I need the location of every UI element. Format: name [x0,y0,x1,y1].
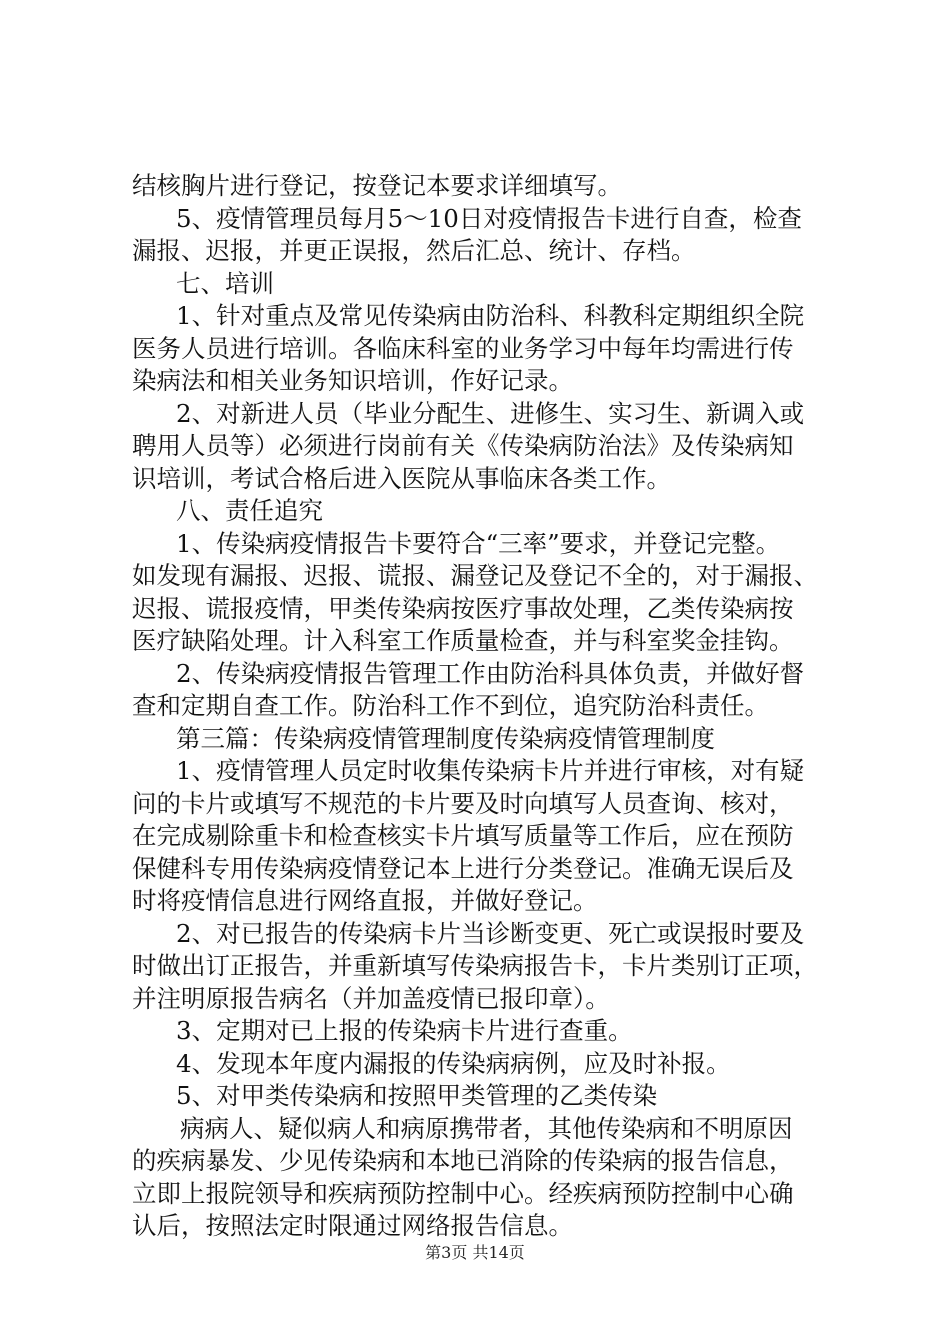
text-line: 结核胸片进行登记，按登记本要求详细填写。 [132,171,622,200]
document-body [132,170,832,1243]
text-line: 2、传染病疫情报告管理工作由防治科具体负责，并做好督 [176,658,805,688]
text-line: 七、培训 [176,268,274,298]
text-line: 1、针对重点及常见传染病由防治科、科教科定期组织全院 [176,301,805,330]
page-footer: 第3页 共14页 [425,1243,525,1262]
text-line: 的疾病暴发、少见传染病和本地已消除的传染病的报告信息， [132,1146,794,1175]
text-line: 立即上报院领导和疾病预防控制中心。经疾病预防控制中心确 [132,1178,794,1208]
text-line: 迟报、谎报疫情，甲类传染病按医疗事故处理，乙类传染病按 [132,593,794,623]
text-line: 1、疫情管理人员定时收集传染病卡片并进行审核，对有疑 [176,756,805,785]
text-line: 时做出订正报告，并重新填写传染病报告卡，卡片类别订正项， [132,951,818,980]
text-line: 1、传染病疫情报告卡要符合“三率”要求，并登记完整。 [176,528,781,558]
text-line: 识培训，考试合格后进入医院从事临床各类工作。 [132,463,671,493]
text-line: 查和定期自查工作。防治科工作不到位，追究防治科责任。 [132,691,769,720]
text-line: 漏报、迟报，并更正误报，然后汇总、统计、存档。 [132,236,696,265]
text-line: 八、责任追究 [176,496,323,525]
text-line: 第三篇：传染病疫情管理制度传染病疫情管理制度 [176,723,715,753]
text-line: 病病人、疑似病人和病原携带者，其他传染病和不明原因 [180,1113,793,1143]
text-line: 问的卡片或填写不规范的卡片要及时向填写人员查询、核对， [132,788,794,818]
text-line: 4、发现本年度内漏报的传染病病例，应及时补报。 [176,1048,731,1078]
text-line: 医务人员进行培训。各临床科室的业务学习中每年均需进行传 [132,333,794,363]
text-line: 聘用人员等）必须进行岗前有关《传染病防治法》及传染病知 [132,431,794,460]
text-line: 2、对已报告的传染病卡片当诊断变更、死亡或误报时要及 [176,918,805,948]
text-line: 如发现有漏报、迟报、谎报、漏登记及登记不全的，对于漏报、 [132,561,818,590]
text-line: 认后，按照法定时限通过网络报告信息。 [132,1211,573,1240]
text-line: 在完成剔除重卡和检查核实卡片填写质量等工作后，应在预防 [132,821,794,850]
text-line: 染病法和相关业务知识培训，作好记录。 [132,366,573,395]
text-line: 时将疫情信息进行网络直报，并做好登记。 [132,886,598,915]
text-line: 保健科专用传染病疫情登记本上进行分类登记。准确无误后及 [132,853,794,883]
text-line: 5、疫情管理员每月5～10日对疫情报告卡进行自查，检查 [176,203,802,233]
text-line: 3、定期对已上报的传染病卡片进行查重。 [176,1016,633,1045]
text-line: 并注明原报告病名（并加盖疫情已报印章）。 [132,983,610,1013]
text-line: 2、对新进人员（毕业分配生、进修生、实习生、新调入或 [176,398,805,428]
text-line: 医疗缺陷处理。计入科室工作质量检查，并与科室奖金挂钩。 [132,626,794,655]
text-line: 5、对甲类传染病和按照甲类管理的乙类传染 [176,1081,658,1110]
